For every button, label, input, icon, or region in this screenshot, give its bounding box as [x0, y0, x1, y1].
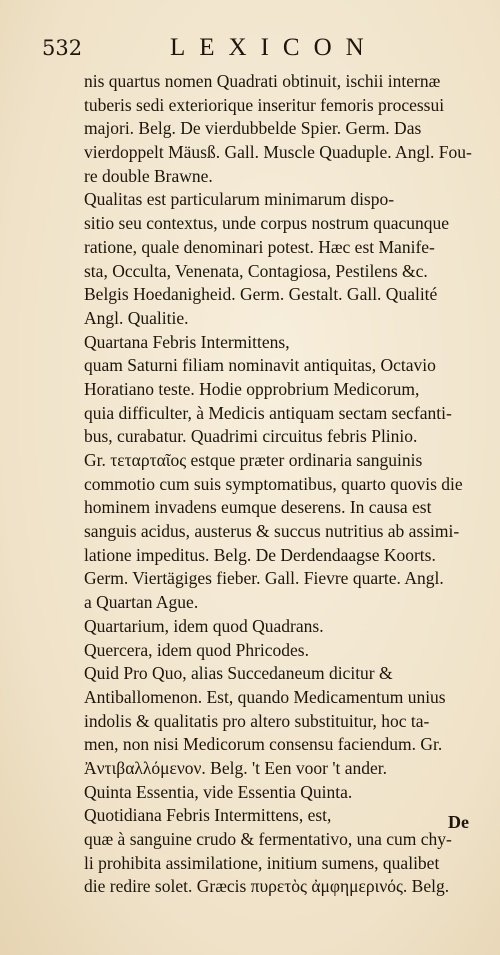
page-number: 532 — [42, 36, 83, 60]
text-line: Horatiano teste. Hodie opprobrium Medicorum, — [84, 378, 420, 399]
text-column — [84, 70, 484, 899]
text-line: majori. Belg. De vierdubbelde Spier. Germ. Das — [84, 118, 422, 139]
text-line: quæ à sanguine crudo & fermentativo, una cum chy- — [84, 829, 452, 849]
text-line: men, non nisi Medicorum consensu faciendum. Gr. — [84, 734, 443, 755]
text-line: Quid Pro Quo, alias Succedaneum dicitur & — [84, 663, 393, 684]
text-line: sta, Occulta, Venenata, Contagiosa, Pestilens &c. — [84, 260, 428, 281]
text-line: die redire solet. Græcis πυρετὸς ἀμφημερινός. Belg. — [84, 876, 450, 897]
text-line: Antiballomenon. Est, quando Medicamentum unius — [84, 686, 446, 707]
text-line: re double Brawne. — [84, 165, 213, 186]
text-line: Germ. Viertägiges fieber. Gall. Fievre quarte. Angl. — [84, 568, 444, 589]
text-line: Qualitas est particularum minimarum dispo- — [84, 189, 395, 210]
text-line: sanguis acidus, austerus & succus nutritius ab assimi- — [84, 521, 460, 542]
text-line: hominem invadens eumque deserens. In causa est — [84, 497, 432, 518]
text-line: Quotidiana Febris Intermittens, est, — [84, 805, 332, 826]
text-line: sitio seu contextus, unde corpus nostrum quacunque — [84, 213, 450, 234]
text-line: Gr. τεταρταῖος estque præter ordinaria sanguinis — [84, 450, 423, 470]
text-line: quam Saturni filiam nominavit antiquitas, Octavio — [84, 355, 436, 376]
text-line: nis quartus nomen Quadrati obtinuit, ischii internæ — [84, 71, 441, 91]
text-line: Quercera, idem quod Phricodes. — [84, 639, 309, 660]
text-line: a Quartan Ague. — [84, 592, 199, 613]
catchword: De — [448, 812, 469, 832]
text-line: bus, curabatur. Quadrimi circuitus febris Plinio. — [84, 426, 418, 447]
text-line: quia difficulter, à Medicis antiquam sectam secfanti- — [84, 402, 452, 423]
text-line: li prohibita assimilatione, initium sumens, qualibet — [84, 852, 440, 873]
text-line: tuberis sedi exteriorique inseritur femoris processui — [84, 94, 445, 115]
text-line: commotio cum suis symptomatibus, quarto quovis die — [84, 473, 463, 494]
running-head: LEXICON — [170, 34, 378, 61]
text-line: indolis & qualitatis pro altero substituitur, hoc ta- — [84, 710, 430, 731]
text-line: vierdoppelt Mäusß. Gall. Muscle Quaduple. Angl. Fou- — [84, 142, 472, 163]
text-line: latione impeditus. Belg. De Derdendaagse Koorts. — [84, 544, 436, 565]
text-line: Quinta Essentia, vide Essentia Quinta. — [84, 781, 353, 802]
text-line: ratione, quale denominari potest. Hæc est Manife- — [84, 236, 435, 257]
text-line: Quartarium, idem quod Quadrans. — [84, 615, 324, 636]
text-line: Belgis Hoedanigheid. Germ. Gestalt. Gall. Qualité — [84, 284, 438, 305]
text-line: Ἀντιβαλλόμενον. Belg. 't Een voor 't ander. — [84, 757, 388, 778]
page-header — [30, 28, 490, 62]
text-line: Angl. Qualitie. — [84, 307, 189, 328]
text-line: Quartana Febris Intermittens, — [84, 331, 290, 352]
